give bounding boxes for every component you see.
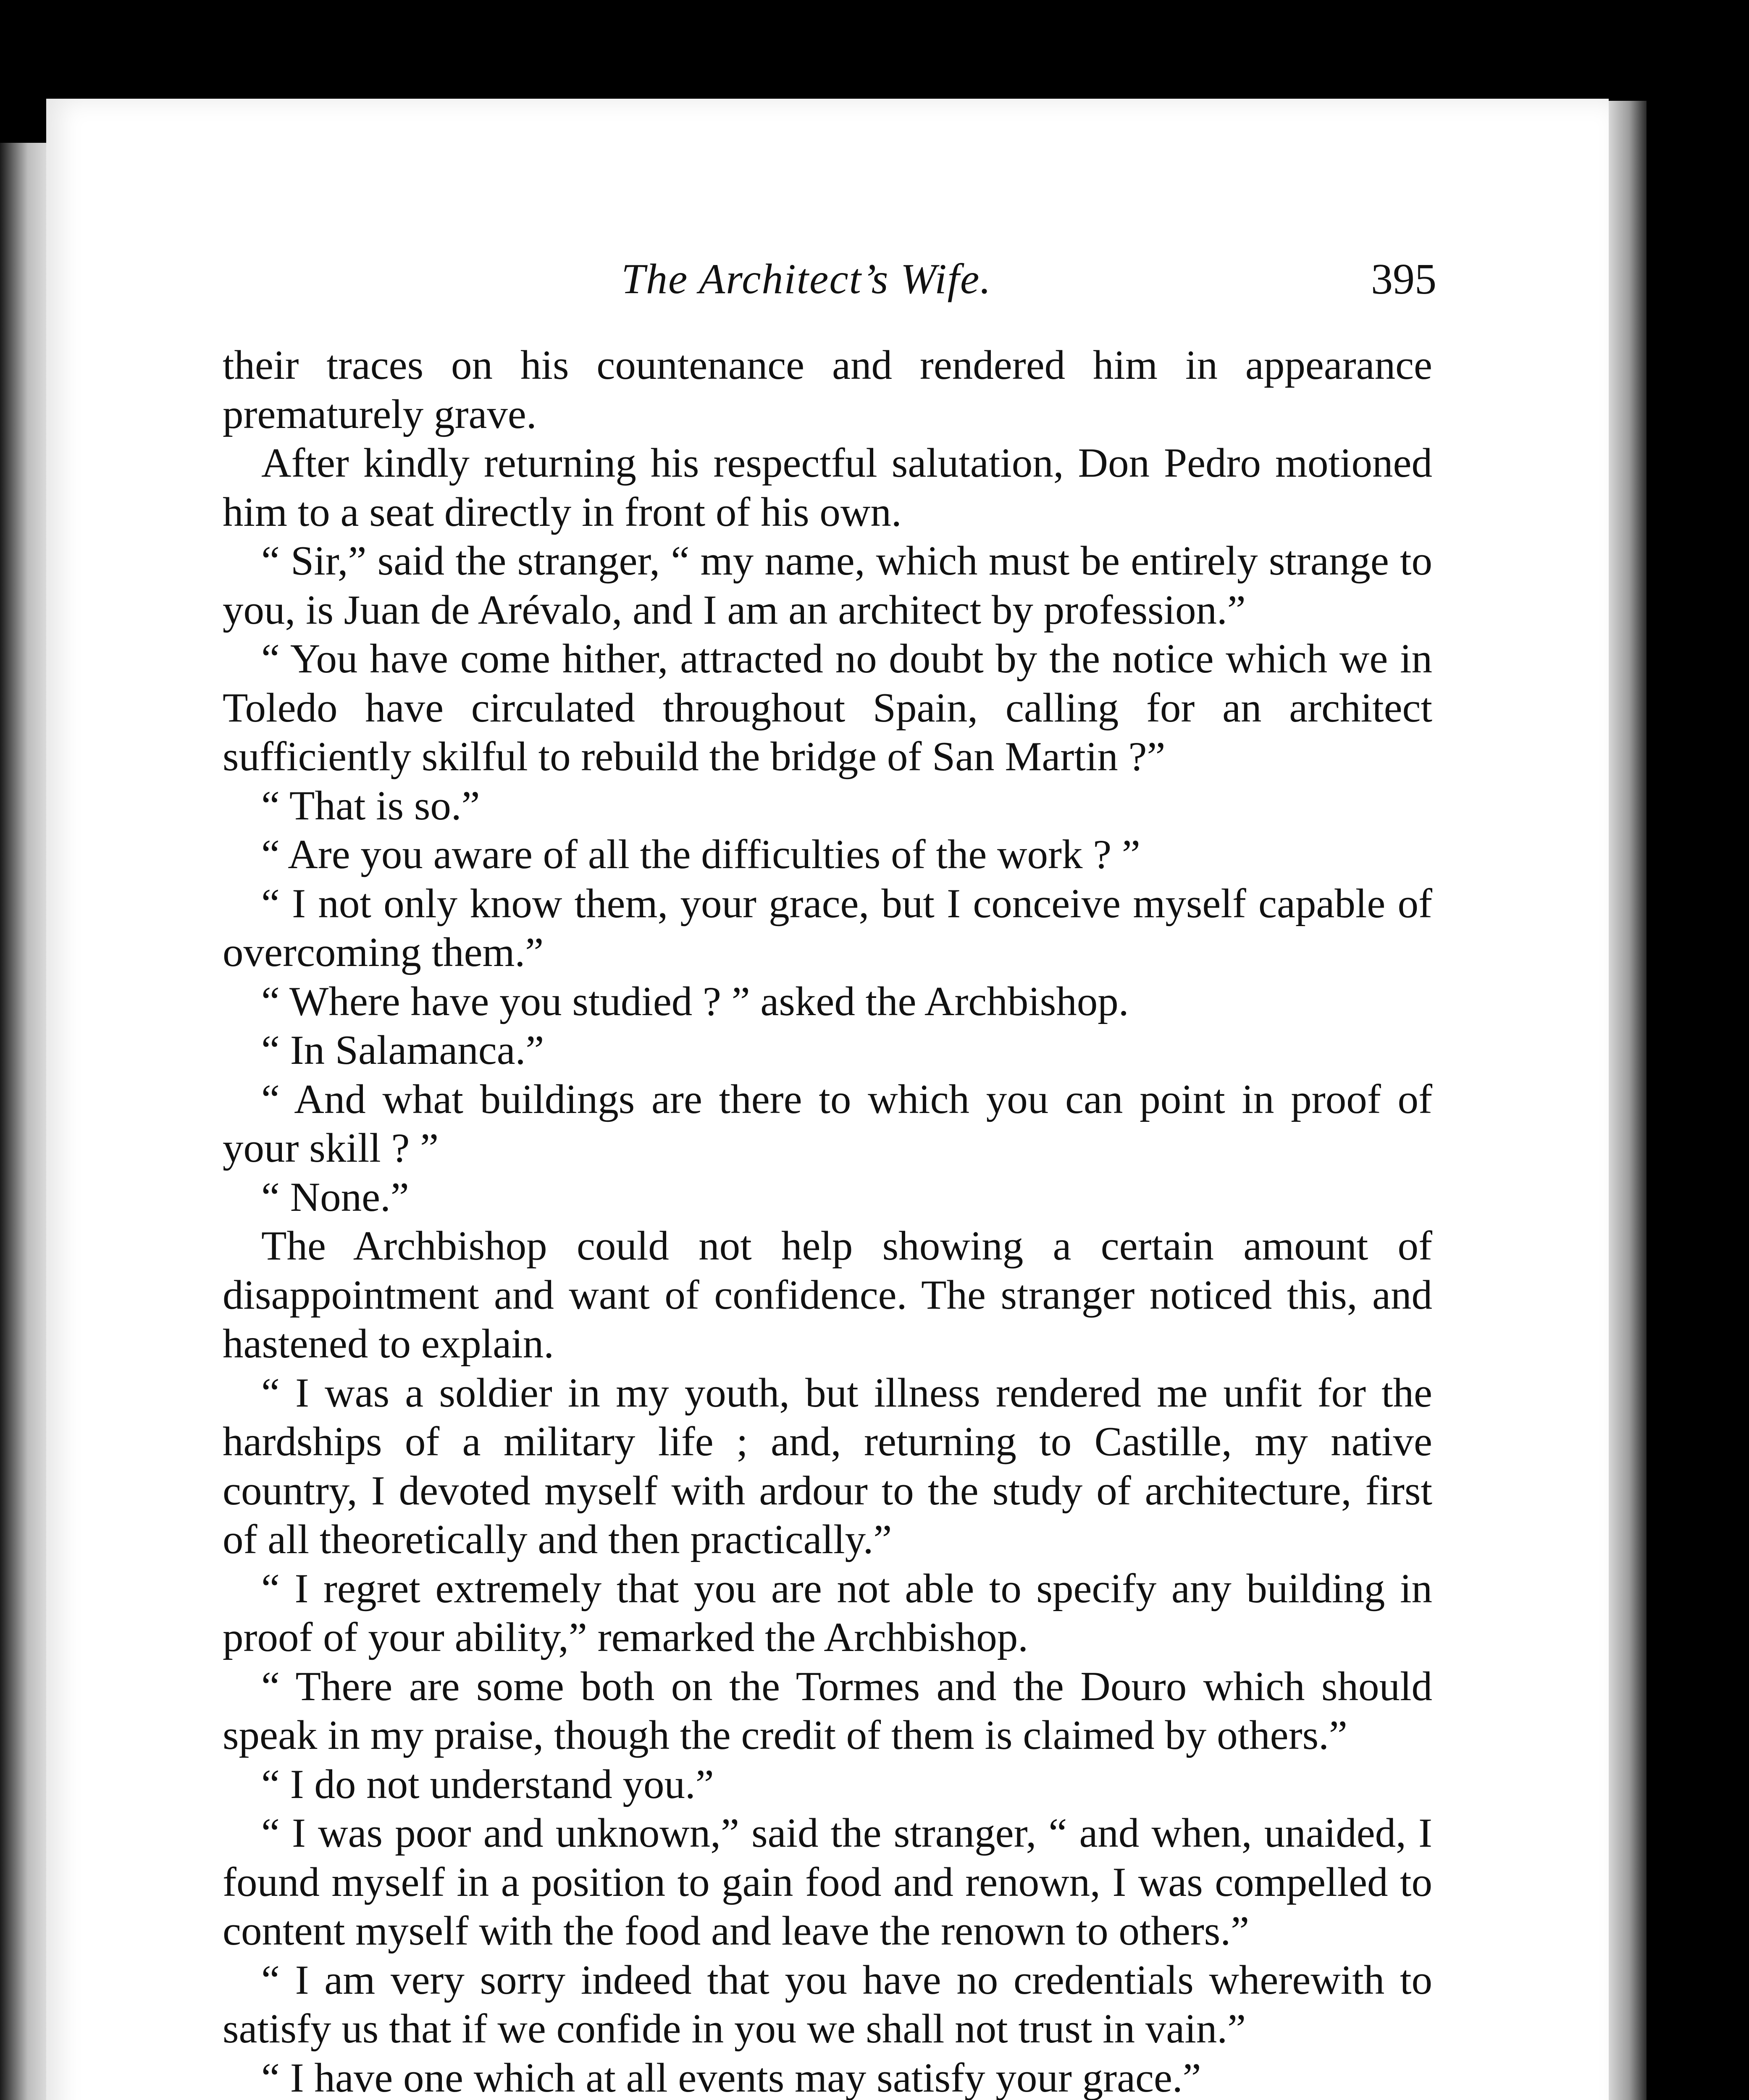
paragraph: “ I not only know them, your grace, but I conceive myself capable of overcoming them.” <box>223 880 1432 975</box>
paragraph: their traces on his countenance and rendered him in appearance prematurely grave. <box>223 342 1432 437</box>
paragraph: “ I am very sorry indeed that you have no credentials wherewith to satisfy us that if we confide in you we shall not trust in vain.” <box>223 1957 1432 2052</box>
paragraph: “ And what buildings are there to which you can point in proof of your skill ? ” <box>223 1076 1432 1171</box>
paragraph: “ In Salamanca.” <box>261 1027 544 1073</box>
paragraph: “ I was poor and unknown,” said the stranger, “ and when, unaided, I found myself in a position to gain food and renown, I was compelled to content myself with the food and leave the renown to others.” <box>223 1810 1432 1954</box>
paragraph: The Archbishop could not help showing a certain amount of disappointment and want of confidence. The stranger noticed this, and hastened to explain. <box>223 1223 1432 1367</box>
paragraph: “ Sir,” said the stranger, “ my name, which must be entirely strange to you, is Juan de Arévalo, and I am an architect by profession.” <box>223 538 1432 633</box>
paragraph: “ I regret extremely that you are not able to specify any building in proof of your ability,” remarked the Archbishop. <box>223 1565 1432 1660</box>
page-edge-shadow <box>1609 101 1647 2100</box>
paragraph: “ There are some both on the Tormes and the Douro which should speak in my praise, though the credit of them is claimed by others.” <box>223 1663 1432 1758</box>
running-title: The Architect’s Wife. <box>621 255 992 303</box>
paragraph: “ You have come hither, attracted no doubt by the notice which we in Toledo have circulated throughout Spain, calling for an architect sufficiently skilful to rebuild the bridge of San Martin ?” <box>223 636 1432 780</box>
paragraph: “ I have one which at all events may satisfy your grace.” <box>261 2055 1201 2100</box>
page-number: 395 <box>1371 255 1436 303</box>
body-text <box>223 341 1432 2100</box>
paragraph: “ None.” <box>261 1174 409 1220</box>
paragraph: “ I do not understand you.” <box>261 1761 714 1807</box>
paragraph: “ Where have you studied ? ” asked the Archbishop. <box>261 978 1129 1024</box>
paragraph: “ Are you aware of all the difficulties of the work ? ” <box>261 832 1140 877</box>
paragraph: “ That is so.” <box>261 782 480 829</box>
paragraph: After kindly returning his respectful salutation, Don Pedro motioned him to a seat directly in front of his own. <box>223 440 1432 535</box>
paragraph: “ I was a soldier in my youth, but illness rendered me unfit for the hardships of a military life ; and, returning to Castille, my native country, I devoted myself with ardour to the study of architecture, first of all theoretically and then practically.” <box>223 1370 1432 1562</box>
